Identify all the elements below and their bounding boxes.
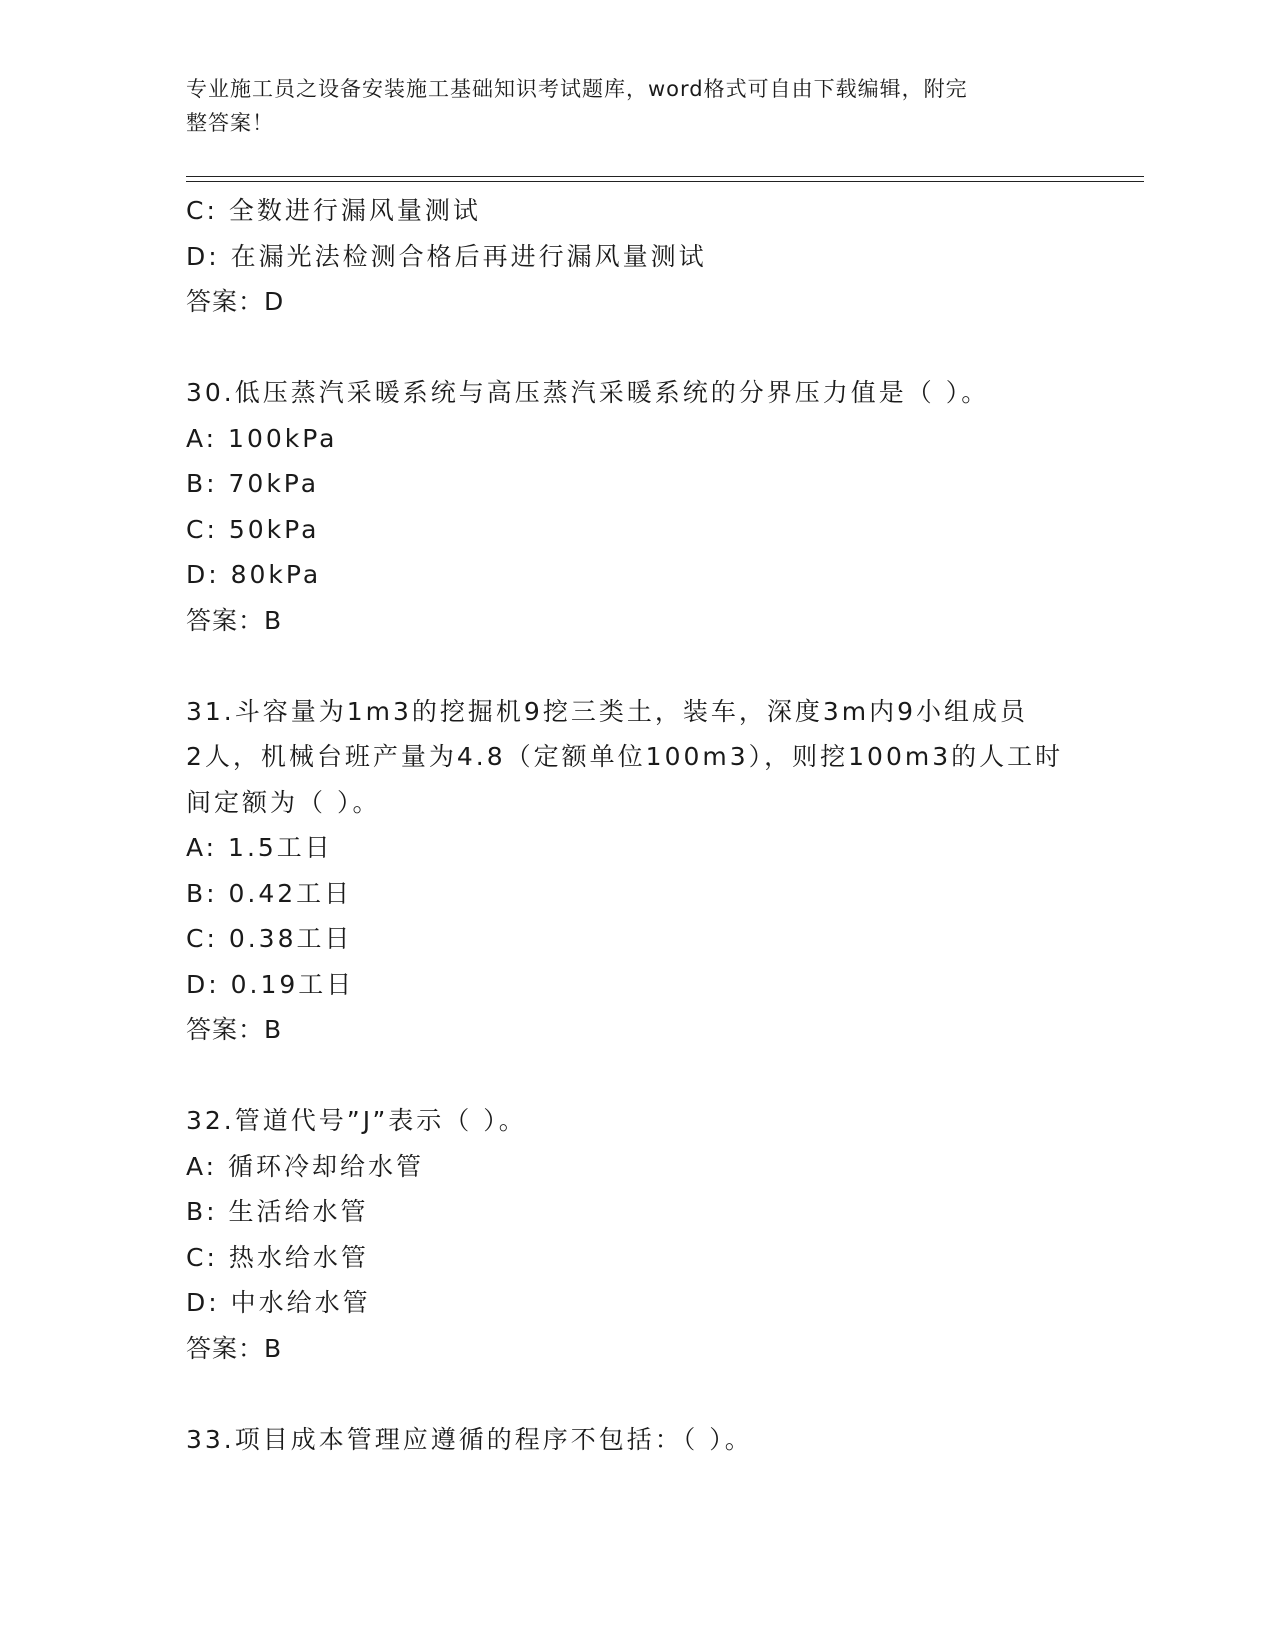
option-c: C: 0.38工日 (186, 924, 353, 953)
option-d: D: 0.19工日 (186, 969, 355, 999)
option-c: C: 热水给水管 (186, 1242, 369, 1272)
spacer (186, 643, 1086, 689)
question-31 (186, 689, 1086, 1053)
header-line-2: 整答案！ (186, 111, 274, 135)
option-c: C: 50kPa (186, 514, 320, 544)
document-header (186, 72, 1066, 140)
option-d: D: 中水给水管 (186, 1288, 371, 1317)
option-d: D: 80kPa (186, 560, 322, 589)
spacer (186, 325, 1086, 371)
question-32 (186, 1098, 1086, 1371)
answer: 答案：B (186, 1015, 283, 1044)
option-b: B: 0.42工日 (186, 878, 353, 908)
header-divider-bottom (186, 181, 1144, 182)
question-29 (186, 188, 1086, 325)
answer: 答案：D (186, 287, 285, 316)
option-d: D: 在漏光法检测合格后再进行漏风量测试 (186, 241, 707, 271)
option-c: C: 全数进行漏风量测试 (186, 196, 481, 225)
option-b: B: 生活给水管 (186, 1197, 369, 1226)
question-stem-line-1: 31.斗容量为1m3的挖掘机9挖三类土，装车，深度3m内9小组成员 (186, 696, 1028, 726)
question-stem: 33.项目成本管理应遵循的程序不包括：（ ）。 (186, 1424, 753, 1454)
question-list (186, 188, 1086, 1462)
question-33 (186, 1417, 1086, 1463)
spacer (186, 1371, 1086, 1417)
question-stem-line-3: 间定额为（ ）。 (186, 787, 381, 817)
question-stem-line-2: 2人，机械台班产量为4.8（定额单位100m3），则挖100m3的人工时 (186, 742, 1064, 771)
question-stem: 32.管道代号”J”表示（ ）。 (186, 1106, 527, 1135)
question-30 (186, 370, 1086, 643)
header-divider-top (186, 176, 1144, 177)
answer: 答案：B (186, 605, 283, 635)
option-a: A: 1.5工日 (186, 833, 333, 862)
option-a: A: 100kPa (186, 423, 338, 453)
option-a: A: 循环冷却给水管 (186, 1151, 425, 1181)
spacer (186, 1053, 1086, 1099)
option-b: B: 70kPa (186, 469, 320, 498)
answer: 答案：B (186, 1333, 283, 1363)
question-stem: 30.低压蒸汽采暖系统与高压蒸汽采暖系统的分界压力值是（ ）。 (186, 378, 990, 407)
header-line-1: 专业施工员之设备安装施工基础知识考试题库，word格式可自由下载编辑，附完 (186, 77, 968, 101)
